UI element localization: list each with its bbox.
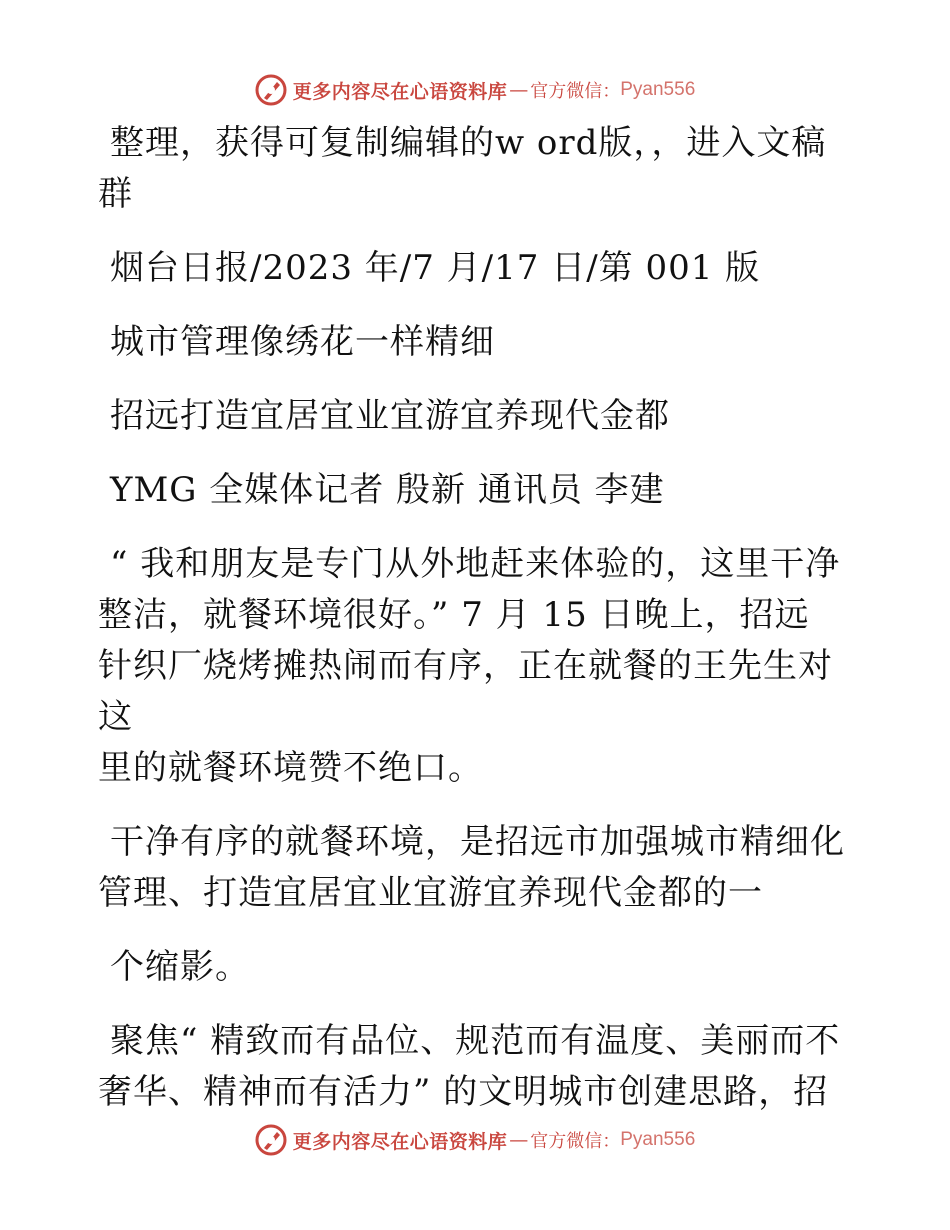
paragraph-line: 个缩影。 xyxy=(110,947,250,987)
article-subtitle: 招远打造宜居宜业宜游宜养现代金都 xyxy=(110,396,670,436)
header-banner xyxy=(0,70,950,110)
intro-line: 整理，获得可复制编辑的w ord版，，进入文稿 xyxy=(110,123,827,163)
byline: YMG 全媒体记者 殷新 通讯员 李建 xyxy=(110,470,665,510)
banner-separator: — xyxy=(509,1129,529,1151)
paragraph-line: 聚焦“ 精致而有品位、规范而有温度、美丽而不 xyxy=(110,1021,841,1061)
footer-banner xyxy=(0,1120,950,1160)
paragraph-line: 针织厂烧烤摊热闹而有序，正在就餐的王先生对这 xyxy=(98,646,833,737)
article-title: 城市管理像绣花一样精细 xyxy=(110,322,495,362)
paragraph-line: 干净有序的就餐环境，是招远市加强城市精细化 xyxy=(110,822,845,862)
wechat-label: 官方微信： xyxy=(530,81,621,102)
site-name: 更多内容尽在心语资料库 xyxy=(292,1130,508,1153)
intro-line: 群 xyxy=(98,174,133,214)
wechat-id: Pyan556 xyxy=(620,79,696,100)
source-line: 烟台日报/2023 年/7 月/17 日/第 001 版 xyxy=(110,248,761,288)
site-name: 更多内容尽在心语资料库 xyxy=(292,80,508,103)
paragraph-line: “ 我和朋友是专门从外地赶来体验的，这里干净 xyxy=(110,544,841,584)
quill-logo-icon xyxy=(255,74,287,106)
paragraph-line: 整洁，就餐环境很好。” 7 月 15 日晚上，招远 xyxy=(98,595,810,635)
quill-logo-icon xyxy=(255,1124,287,1156)
banner-separator: — xyxy=(509,79,529,101)
wechat-label: 官方微信： xyxy=(530,1131,621,1152)
article-body xyxy=(98,118,858,1118)
wechat-id: Pyan556 xyxy=(620,1129,696,1150)
paragraph-line: 奢华、精神而有活力” 的文明城市创建思路，招 xyxy=(98,1072,829,1112)
paragraph-line: 里的就餐环境赞不绝口。 xyxy=(98,748,483,788)
paragraph-line: 管理、打造宜居宜业宜游宜养现代金都的一 xyxy=(98,873,763,913)
